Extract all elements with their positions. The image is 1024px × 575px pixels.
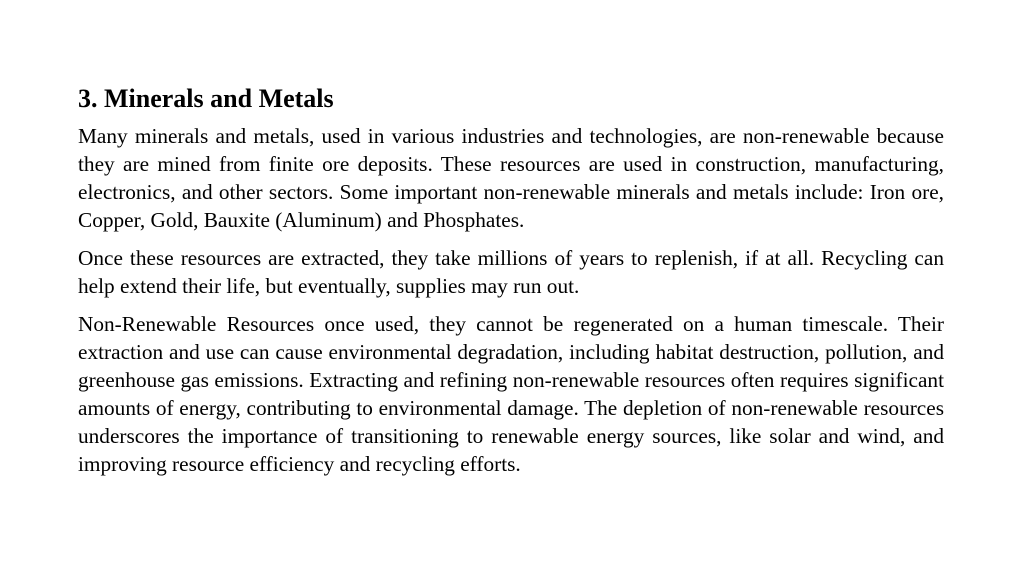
- paragraph-extraction: Once these resources are extracted, they take millions of years to replenish, if at all. Recycling can help extend their life, but eventually, supplies may run out.: [78, 246, 944, 298]
- paragraph-non-renewable-impact: Non-Renewable Resources once used, they cannot be regenerated on a human timescale. Their extraction and use can cause environmental degradation, including habitat destruction, pollution, and greenhouse gas emissions. Extracting and refining non-renewable resources often requires significant amounts of energy, contributing to environmental damage. The depletion of non-renewable resources underscores the importance of transitioning to renewable energy sources, like solar and wind, and improving resource efficiency and recycling efforts.: [78, 312, 944, 476]
- section-heading: 3. Minerals and Metals: [78, 84, 334, 113]
- slide-content: [78, 82, 944, 488]
- paragraph-minerals-intro: Many minerals and metals, used in various industries and technologies, are non-renewable because they are mined from finite ore deposits. These resources are used in construction, manufacturing, electronics, and other sectors. Some important non-renewable minerals and metals include: Iron ore, Copper, Gold, Bauxite (Aluminum) and Phosphates.: [78, 124, 944, 232]
